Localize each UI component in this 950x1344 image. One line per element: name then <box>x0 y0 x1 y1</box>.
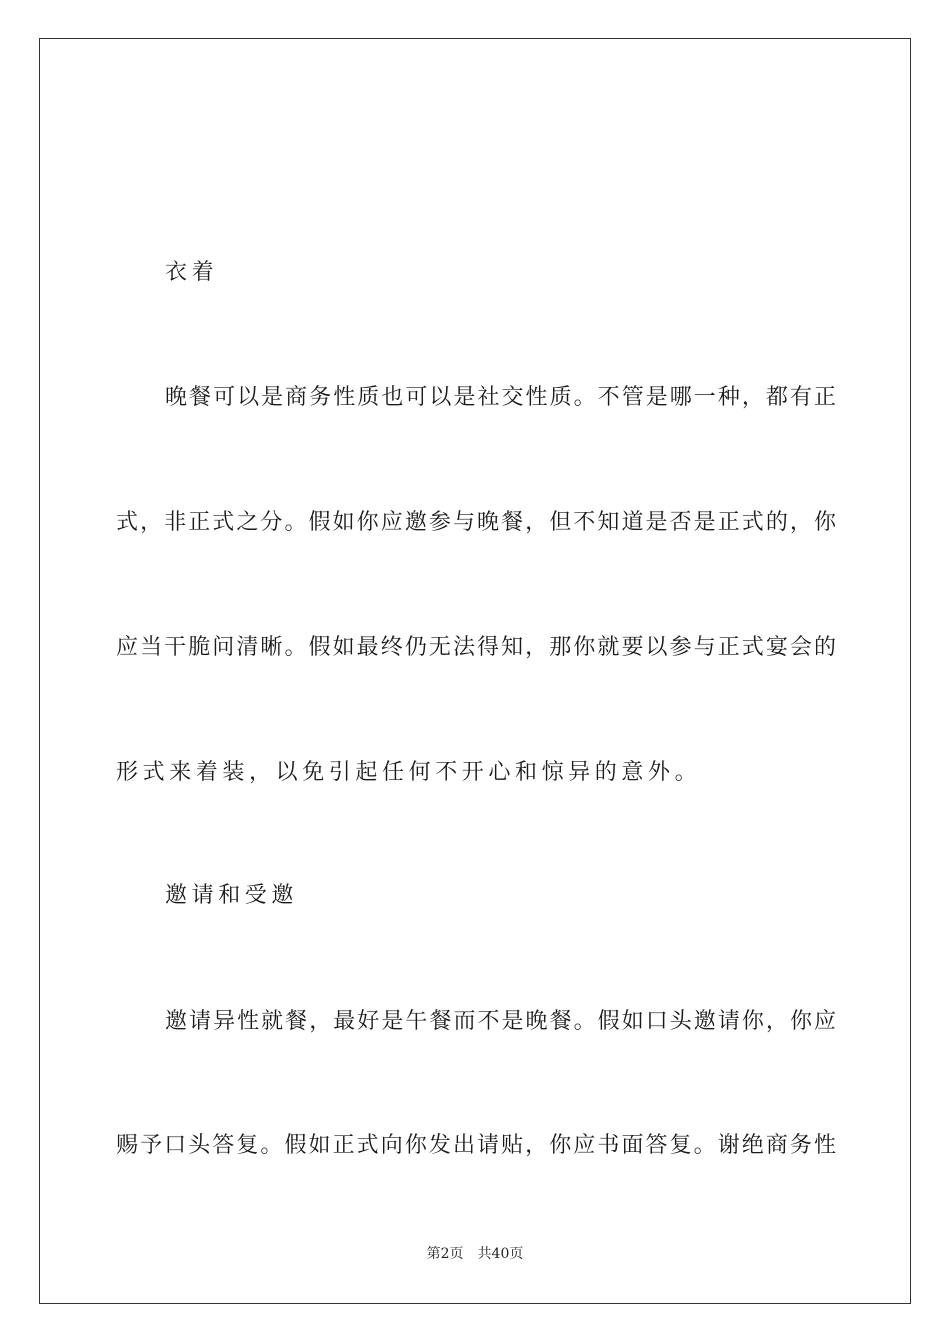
paragraph-line: 晚餐可以是商务性质也可以是社交性质。不管是哪一种，都有正 <box>165 385 836 410</box>
page-footer <box>0 1244 950 1264</box>
page-total: 共40页 <box>477 1246 524 1262</box>
paragraph-line: 式，非正式之分。假如你应邀参与晚餐，但不知道是否是正式的，你 <box>116 510 836 535</box>
page-number: 第2页 <box>426 1246 464 1262</box>
paragraph-line: 赐予口头答复。假如正式向你发出请贴，你应书面答复。谢绝商务性 <box>116 1133 836 1158</box>
paragraph-line: 邀请异性就餐，最好是午餐而不是晚餐。假如口头邀请你，你应 <box>165 1009 836 1034</box>
page-border <box>39 38 911 1304</box>
paragraph-line: 形式来着装，以免引起任何不开心和惊异的意外。 <box>116 760 702 785</box>
paragraph-line: 应当干脆问清晰。假如最终仍无法得知，那你就要以参与正式宴会的 <box>116 635 836 660</box>
section-heading-invitation: 邀请和受邀 <box>165 883 299 908</box>
section-heading-clothing: 衣着 <box>165 260 219 285</box>
